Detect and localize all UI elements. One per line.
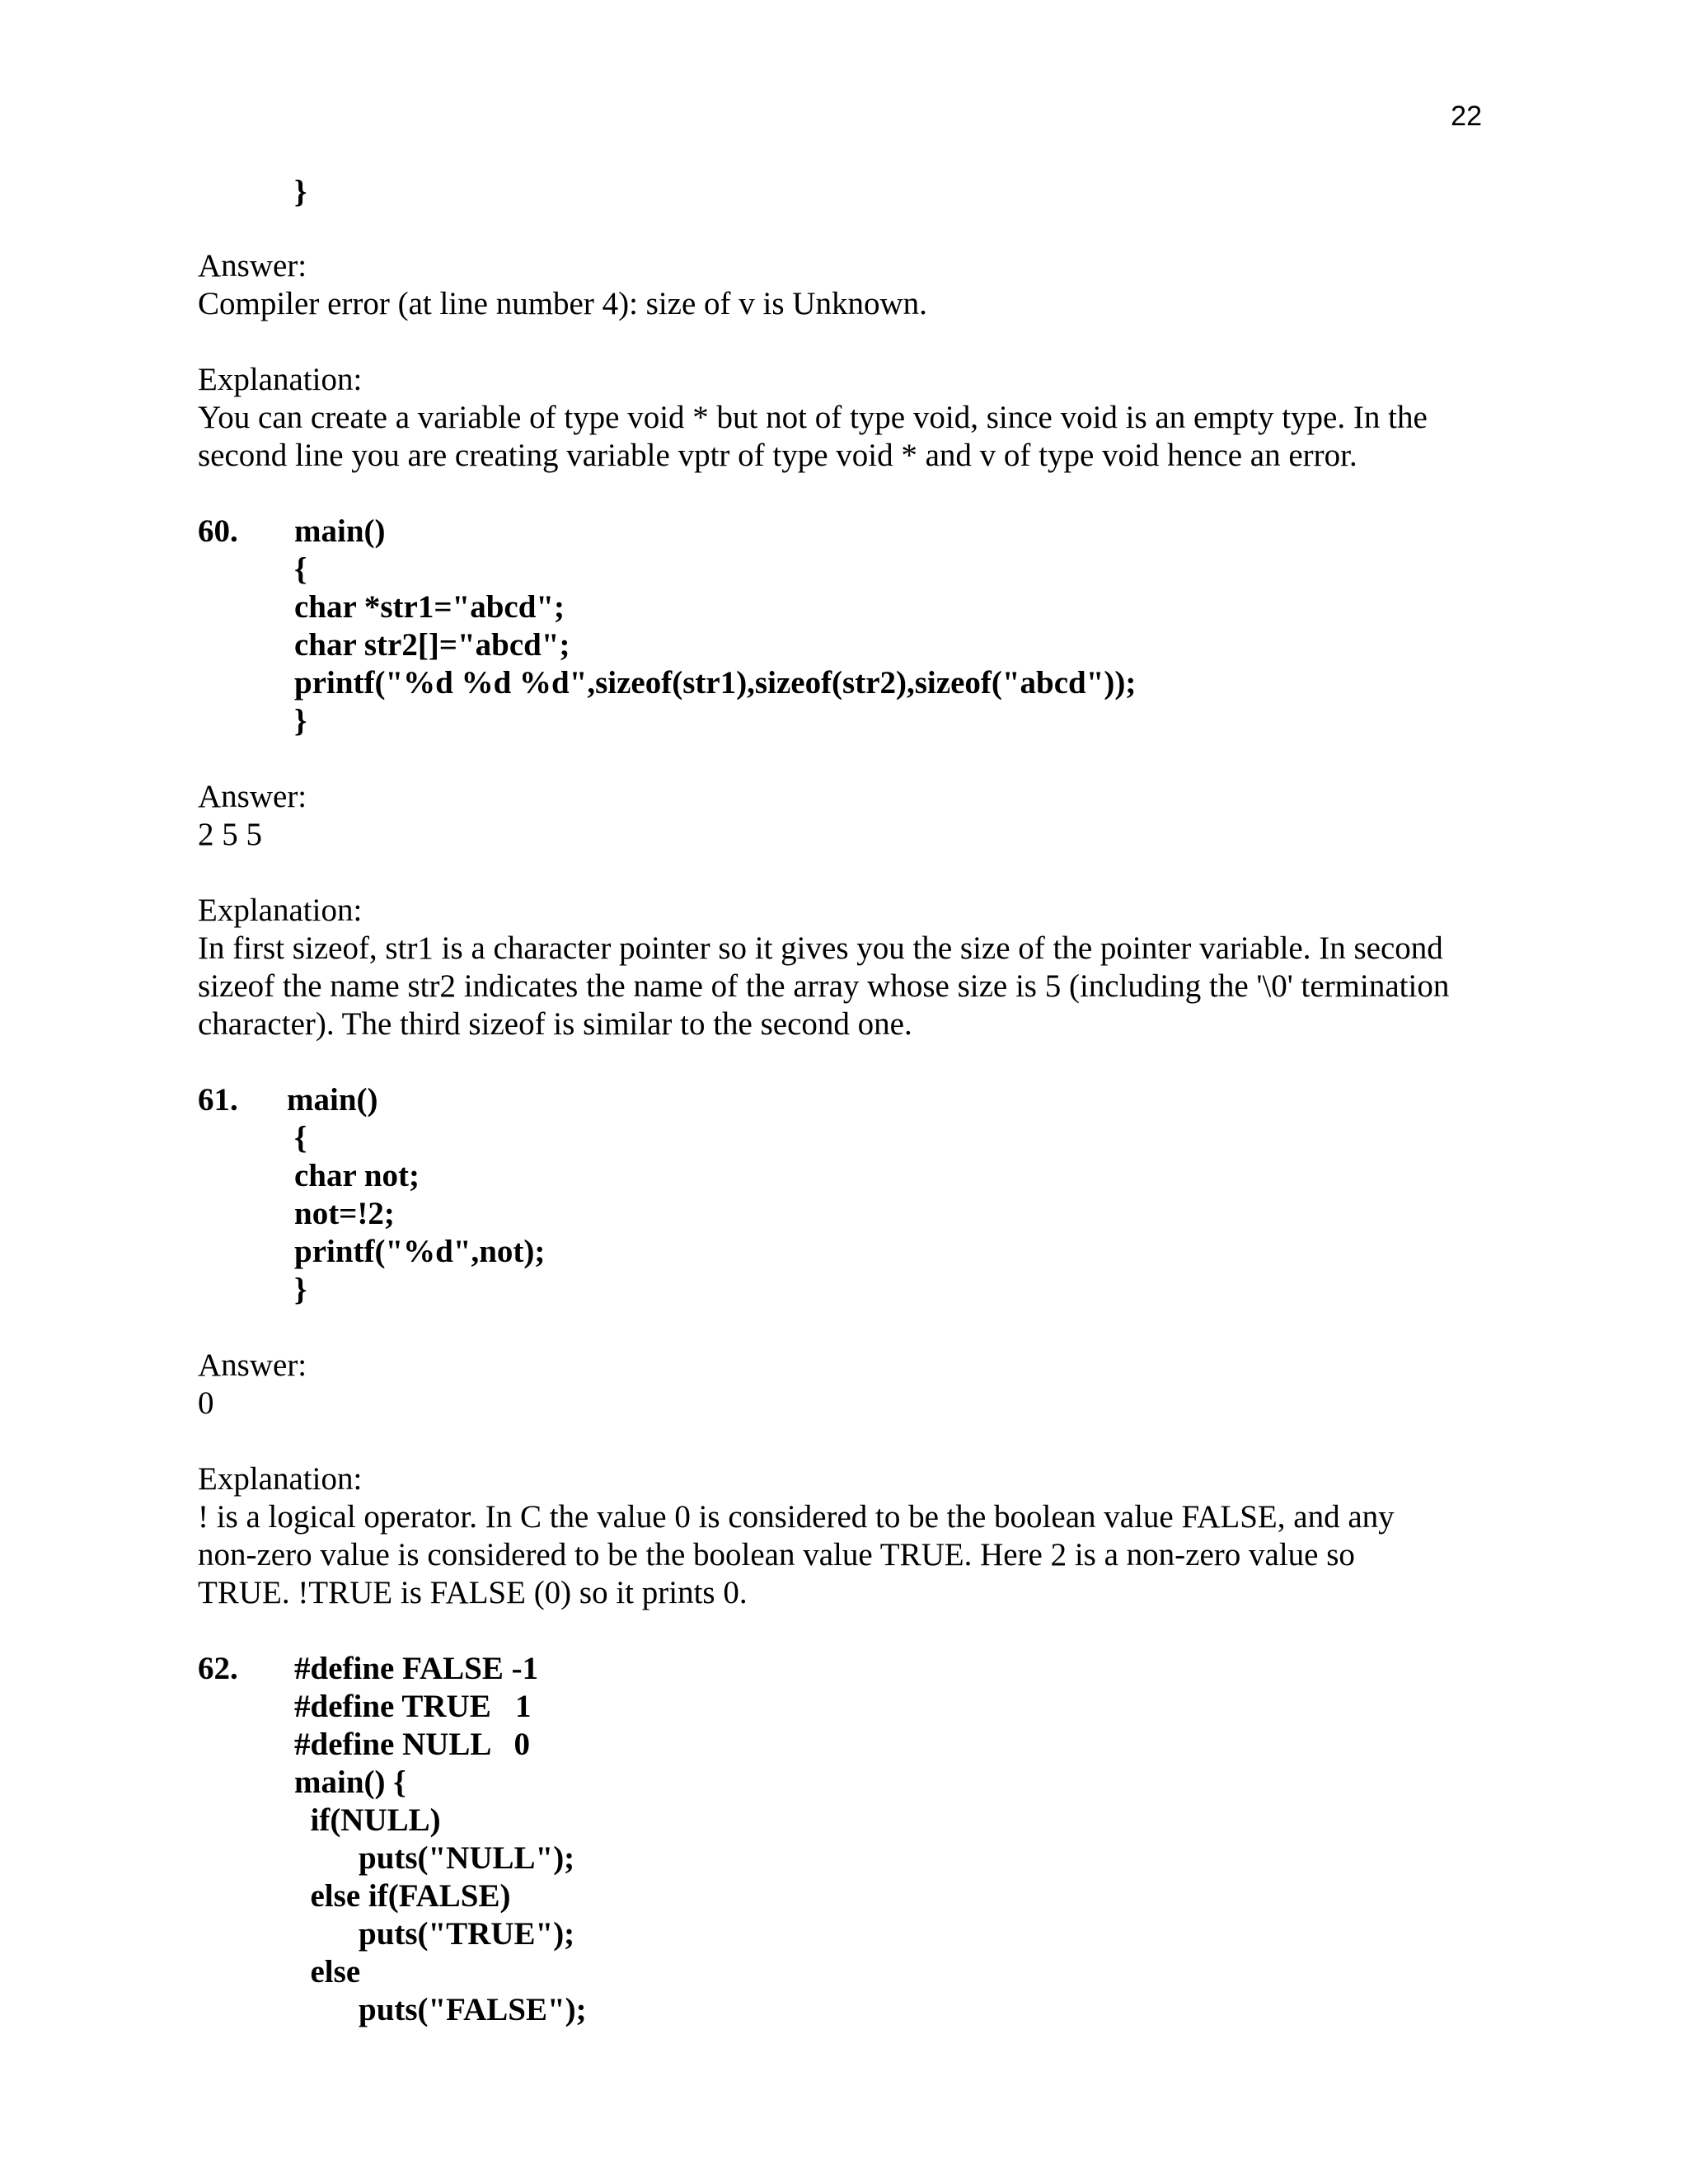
question-number: 61. <box>198 1082 238 1118</box>
answer-text: Compiler error (at line number 4): size of v is Unknown. <box>198 286 927 321</box>
code-line: #define FALSE -1 <box>294 1651 539 1686</box>
code-line: #define NULL 0 <box>294 1727 531 1762</box>
explanation-line: character). The third sizeof is similar to the second one. <box>198 1006 912 1042</box>
code-line: main() <box>287 1082 378 1118</box>
code-line: { <box>294 551 307 587</box>
code-line: #define TRUE 1 <box>294 1689 532 1724</box>
code-line: } <box>294 1272 307 1307</box>
answer-text: 2 5 5 <box>198 817 262 852</box>
code-line: puts("FALSE"); <box>294 1992 587 2027</box>
explanation-line: non-zero value is considered to be the boolean value TRUE. Here 2 is a non-zero value so <box>198 1537 1355 1572</box>
answer-text: 0 <box>198 1385 214 1421</box>
code-line: char *str1="abcd"; <box>294 589 565 625</box>
code-line: main() { <box>294 1765 406 1800</box>
code-line: main() <box>294 513 386 549</box>
code-line: char str2[]="abcd"; <box>294 627 570 663</box>
explanation-label: Explanation: <box>198 362 363 397</box>
code-line: } <box>294 703 307 738</box>
page-number: 22 <box>1451 101 1482 132</box>
code-line: char not; <box>294 1158 420 1193</box>
code-line: if(NULL) <box>294 1802 441 1838</box>
code-line: not=!2; <box>294 1196 395 1231</box>
code-line: else if(FALSE) <box>294 1878 511 1914</box>
code-closing-brace: } <box>294 174 307 209</box>
explanation-label: Explanation: <box>198 893 363 928</box>
code-line: printf("%d",not); <box>294 1234 546 1269</box>
question-number: 60. <box>198 513 238 549</box>
code-line: puts("TRUE"); <box>294 1916 575 1952</box>
explanation-line: In first sizeof, str1 is a character pointer so it gives you the size of the pointer variable. In second <box>198 930 1443 966</box>
code-line: else <box>294 1954 361 1990</box>
code-line: printf("%d %d %d",sizeof(str1),sizeof(str2),sizeof("abcd")); <box>294 665 1137 701</box>
explanation-line: TRUE. !TRUE is FALSE (0) so it prints 0. <box>198 1575 748 1610</box>
explanation-line: sizeof the name str2 indicates the name of the array whose size is 5 (including the '\0' termination <box>198 968 1450 1004</box>
code-line: puts("NULL"); <box>294 1840 575 1876</box>
explanation-label: Explanation: <box>198 1461 363 1497</box>
answer-label: Answer: <box>198 248 307 284</box>
answer-label: Answer: <box>198 779 307 814</box>
question-number: 62. <box>198 1651 238 1686</box>
code-line: { <box>294 1120 307 1155</box>
answer-label: Answer: <box>198 1347 307 1383</box>
explanation-line: second line you are creating variable vptr of type void * and v of type void hence an error. <box>198 438 1357 473</box>
explanation-line: ! is a logical operator. In C the value 0 is considered to be the boolean value FALSE, and any <box>198 1499 1395 1535</box>
explanation-line: You can create a variable of type void * but not of type void, since void is an empty type. In the <box>198 400 1428 435</box>
